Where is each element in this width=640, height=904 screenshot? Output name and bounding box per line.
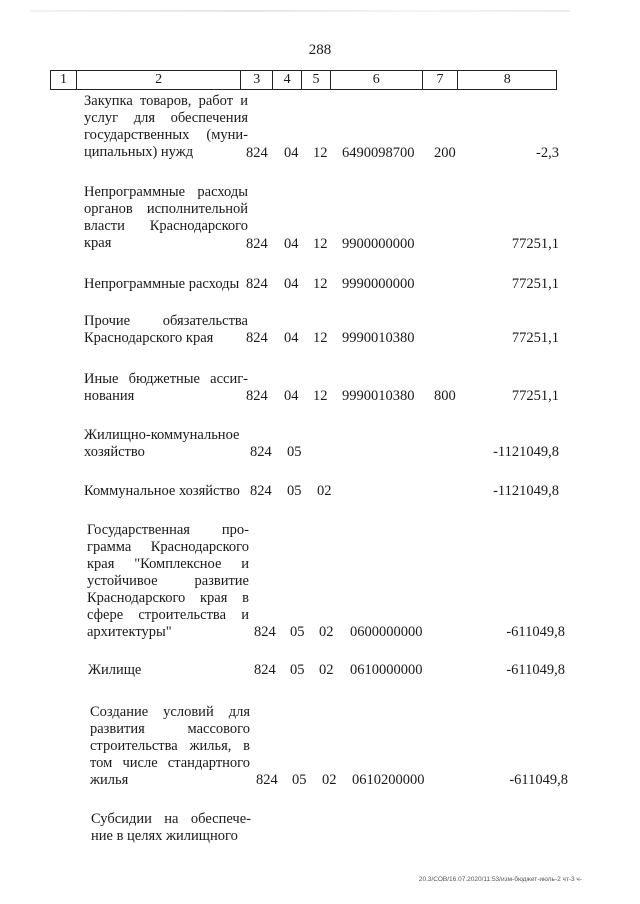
cell-gr: 824: [246, 330, 268, 346]
cell-amount: 77251,1: [511, 330, 559, 346]
cell-rz: 04: [284, 330, 299, 346]
cell-amount: 77251,1: [511, 276, 559, 292]
cell-pr: 02: [317, 483, 332, 499]
cell-rz: 05: [287, 444, 302, 460]
cell-gr: 824: [246, 236, 268, 252]
cell-amount: -611049,8: [506, 662, 565, 678]
cell-csr: 9990010380: [342, 330, 415, 346]
cell-rz: 05: [292, 772, 307, 788]
footer-stamp: 20.3/СОВ/16.07.2020/11:53/изм-бюджет-июль-2 чт-3 ч-: [418, 876, 582, 883]
table-header-row: [50, 70, 557, 90]
cell-gr: 824: [246, 388, 268, 404]
cell-rz: 05: [287, 483, 302, 499]
cell-amount: -611049,8: [509, 772, 568, 788]
cell-rz: 04: [284, 276, 299, 292]
cell-csr: 0610200000: [352, 772, 425, 788]
header-col-1: 1: [51, 71, 77, 89]
cell-rz: 05: [290, 624, 305, 640]
cell-rz: 04: [284, 388, 299, 404]
cell-amount: -1121049,8: [493, 444, 559, 460]
cell-csr: 6490098700: [342, 145, 415, 161]
cell-pr: 12: [313, 276, 328, 292]
cell-gr: 824: [246, 276, 268, 292]
header-col-8: 8: [503, 72, 511, 87]
header-col-2: 2: [77, 71, 241, 89]
row-name: Жилищно-коммунальное хозяйство: [84, 427, 240, 460]
cell-amount: 77251,1: [511, 236, 559, 252]
cell-csr: 0610000000: [350, 662, 423, 678]
cell-csr: 0600000000: [350, 624, 423, 640]
row-name: Жилище: [88, 662, 142, 678]
cell-pr: 12: [313, 145, 328, 161]
cell-csr: 9900000000: [342, 236, 415, 252]
cell-pr: 02: [322, 772, 337, 788]
row-name: Субсидии на обеспече-ние в целях жилищного: [91, 811, 251, 844]
cell-amount: 77251,1: [511, 388, 559, 404]
row-name: Непрограммные расходы органов исполнительной власти Краснодарского края: [84, 184, 248, 251]
cell-gr: 824: [256, 772, 278, 788]
cell-rz: 05: [290, 662, 305, 678]
page-number: 288: [308, 42, 332, 58]
cell-rz: 04: [284, 145, 299, 161]
row-name: Непрограммные расходы: [84, 276, 240, 292]
cell-amount: -611049,8: [506, 624, 565, 640]
row-name: Закупка товаров, работ и услуг для обеспечения государственных (муни-ципальных) нужд: [84, 93, 248, 160]
cell-pr: 12: [313, 330, 328, 346]
row-name: Создание условий для развития массового строительства жилья, в том числе стандартного жилья: [90, 704, 250, 788]
cell-gr: 824: [246, 145, 268, 161]
cell-gr: 824: [250, 483, 272, 499]
cell-gr: 824: [254, 662, 276, 678]
header-col-6: 6: [331, 71, 423, 89]
cell-pr: 02: [319, 624, 334, 640]
cell-amount: -1121049,8: [493, 483, 559, 499]
header-col-4: 4: [273, 71, 302, 89]
cell-csr: 9990000000: [342, 276, 415, 292]
cell-vr: 800: [434, 388, 456, 404]
cell-csr: 9990010380: [342, 388, 415, 404]
cell-amount: -2,3: [536, 145, 559, 161]
row-name: Иные бюджетные ассиг-нования: [84, 371, 248, 404]
cell-vr: 200: [434, 145, 456, 161]
row-name: Прочие обязательства Краснодарского края: [84, 313, 248, 346]
scan-artifact-line: [30, 10, 570, 12]
cell-pr: 12: [313, 236, 328, 252]
cell-rz: 04: [284, 236, 299, 252]
row-name: Коммунальное хозяйство: [84, 483, 240, 499]
cell-pr: 02: [319, 662, 334, 678]
cell-gr: 824: [250, 444, 272, 460]
header-col-5: 5: [302, 71, 331, 89]
header-col-7: 7: [423, 71, 459, 89]
row-name: Государственная про-грамма Краснодарского края "Комплексное и устойчивое развитие Краснодарского края в сфере строительства и архитектуры": [87, 522, 249, 640]
cell-pr: 12: [313, 388, 328, 404]
header-col-3: 3: [241, 71, 273, 89]
cell-gr: 824: [254, 624, 276, 640]
